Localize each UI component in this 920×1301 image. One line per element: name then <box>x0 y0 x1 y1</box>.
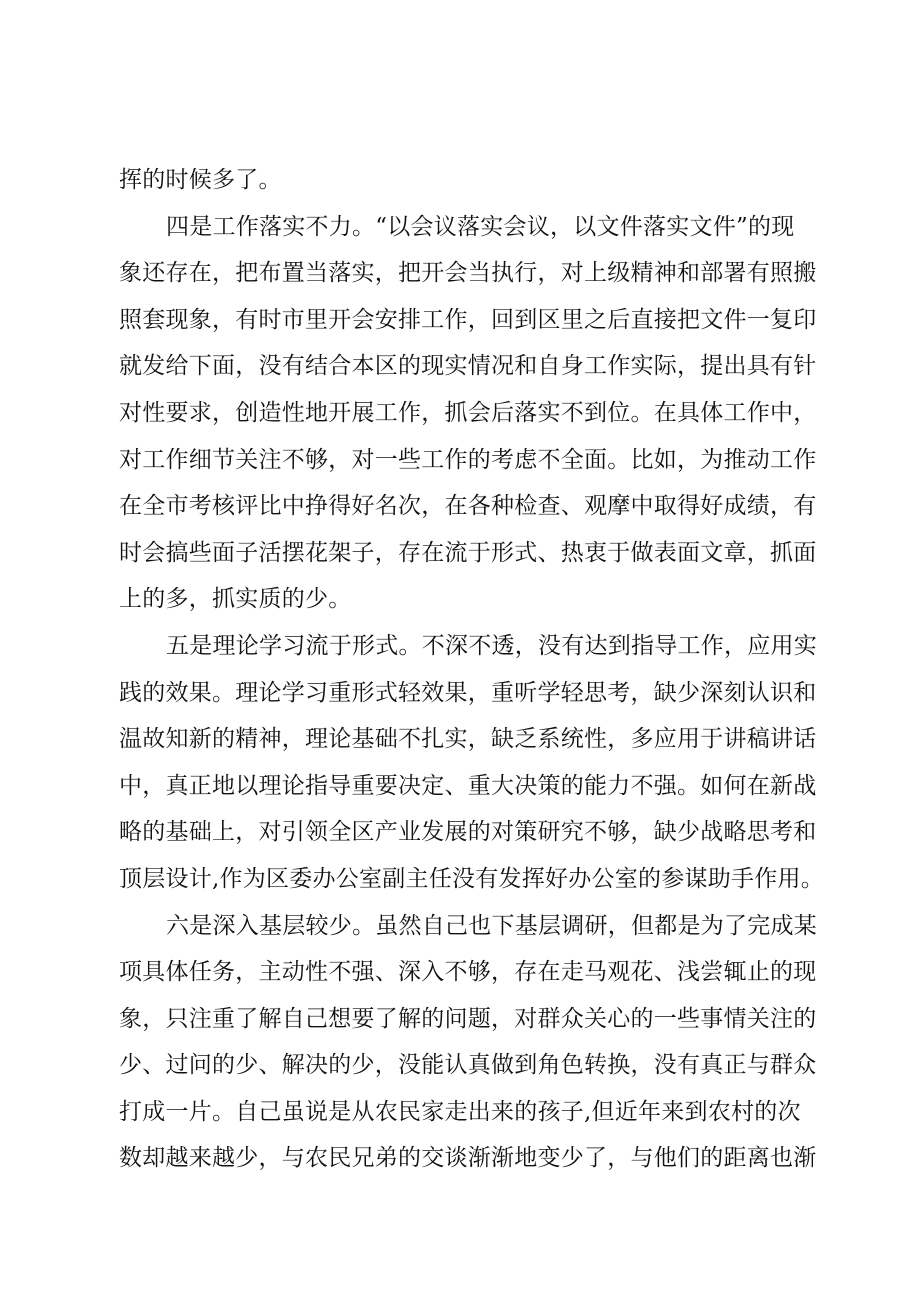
text-line: 少、过问的少、解决的少，没能认真做到角色转换，没有真正与群众 <box>119 1052 817 1079</box>
paragraph-3 <box>119 623 825 903</box>
text-line: 象，只注重了解自己想要了解的问题，对群众关心的一些事情关注的 <box>119 1005 817 1032</box>
paragraph-1 <box>119 157 819 204</box>
text-line: 对性要求，创造性地开展工作，抓会后落实不到位。在具体工作中， <box>119 399 817 426</box>
text-line: 温故知新的精神，理论基础不扎实，缺乏系统性，多应用于讲稿讲话 <box>119 726 817 753</box>
text-line: 数却越来越少，与农民兄弟的交谈渐渐地变少了，与他们的距离也渐 <box>119 1145 817 1172</box>
text-line: 象还存在，把布置当落实，把开会当执行，对上级精神和部署有照搬 <box>119 260 817 287</box>
paragraph-4 <box>119 903 819 1183</box>
text-line: 上的多，抓实质的少。 <box>119 586 352 613</box>
text-line: 打成一片。自己虽说是从农民家走出来的孩子,但近年来到农村的次 <box>119 1098 801 1125</box>
text-line: 在全市考核评比中挣得好名次，在各种检查、观摩中取得好成绩，有 <box>119 493 817 520</box>
text-line: 四是工作落实不力。“以会议落实会议，以文件落实文件”的现 <box>166 213 795 240</box>
text-line: 时会搞些面子活摆花架子，存在流于形式、热衷于做表面文章，抓面 <box>119 539 817 566</box>
text-line: 对工作细节关注不够，对一些工作的考虑不全面。比如，为推动工作 <box>119 446 817 473</box>
text-line: 挥的时候多了。 <box>119 167 282 193</box>
text-line: 项具体任务，主动性不强、深入不够，存在走马观花、浅尝辄止的现 <box>119 959 817 986</box>
text-line: 略的基础上，对引领全区产业发展的对策研究不够，缺少战略思考和 <box>119 819 817 846</box>
text-line: 践的效果。理论学习重形式轻效果，重听学轻思考，缺少深刻认识和 <box>119 679 817 706</box>
text-line: 照套现象，有时市里开会安排工作，回到区里之后直接把文件一复印 <box>119 306 817 333</box>
text-line: 中，真正地以理论指导重要决定、重大决策的能力不强。如何在新战 <box>119 772 817 799</box>
text-line: 就发给下面，没有结合本区的现实情况和自身工作实际，提出具有针 <box>119 353 817 380</box>
paragraph-2 <box>119 204 819 623</box>
text-line: 顶层设计,作为区委办公室副主任没有发挥好办公室的参谋助手作用。 <box>119 865 825 892</box>
text-line: 五是理论学习流于形式。不深不透，没有达到指导工作，应用实 <box>166 632 817 659</box>
text-line: 六是深入基层较少。虽然自己也下基层调研，但都是为了完成某 <box>166 912 817 939</box>
document-body <box>119 157 825 1182</box>
